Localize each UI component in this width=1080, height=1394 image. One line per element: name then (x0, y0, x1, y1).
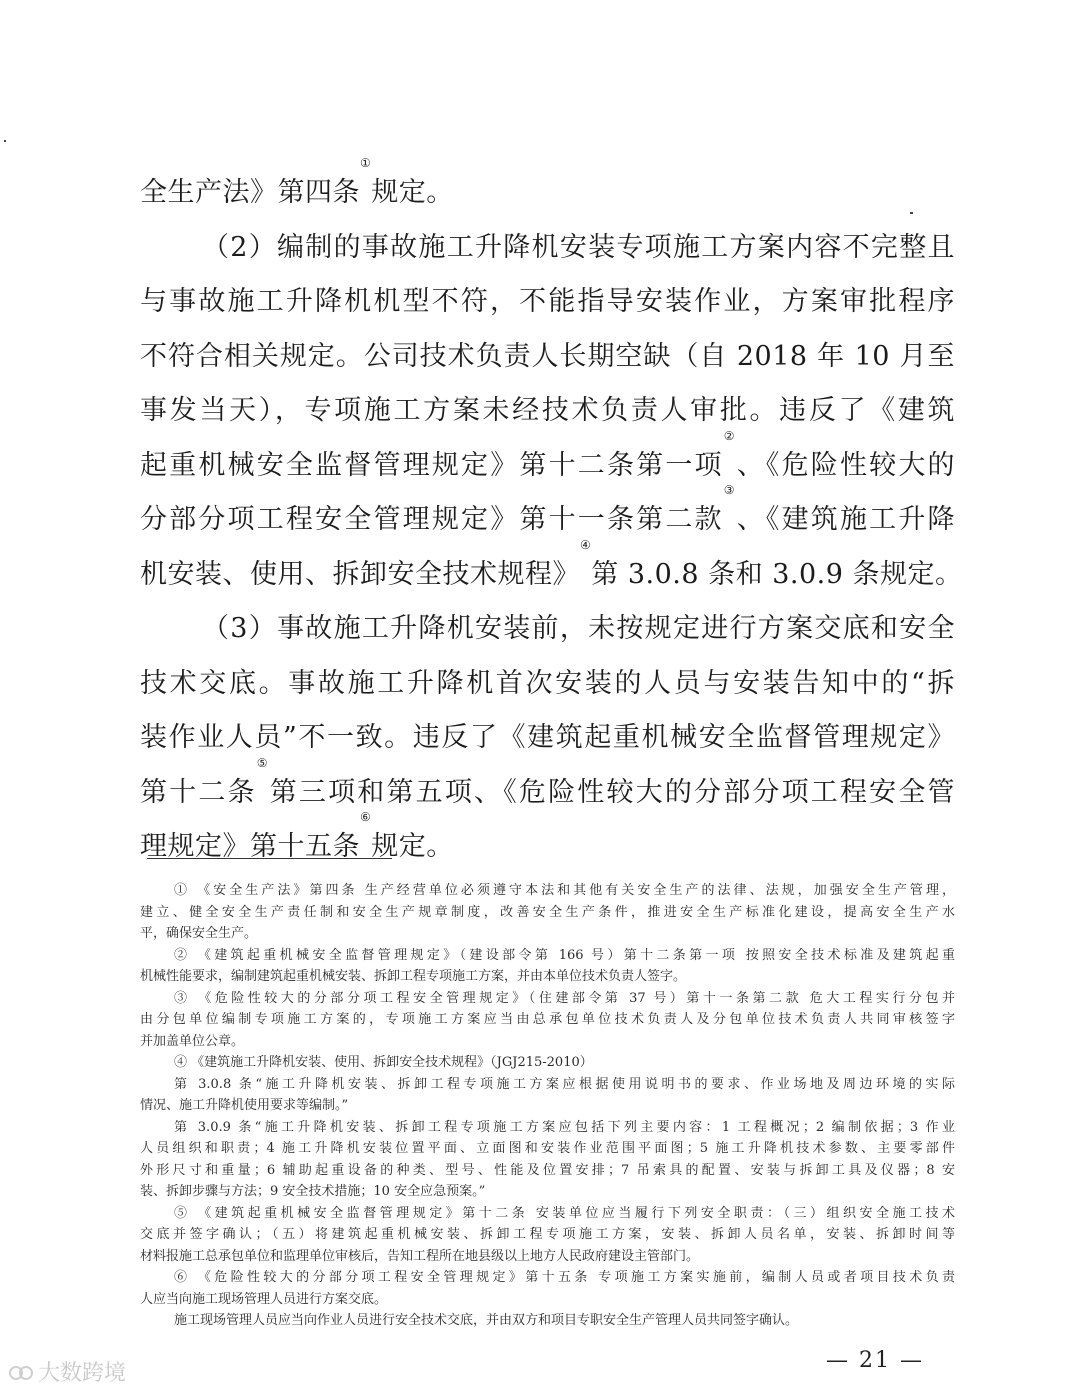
body-line-5: 事发当天），专项施工方案未经技术负责人审批。违反了《建筑 (140, 395, 955, 426)
footnote-line: 人应当向施工现场管理人员进行方案交底。 (140, 1291, 388, 1307)
body-line-11: 装作业人员”不一致。违反了《建筑起重机械安全监督管理规定》 (140, 722, 955, 753)
footnote-line: ④ 《建筑施工升降机安装、使用、拆卸安全技术规程》（JGJ215-2010） (174, 1055, 593, 1070)
footnote-line: ① 《安全生产法》第四条 生产经营单位必须遵守本法和其他有关安全生产的法律、法规，加强安全生产管理， (174, 883, 955, 898)
body-line-9: （3）事故施工升降机安装前，未按规定进行方案交底和安全 (202, 613, 955, 644)
footnotes (140, 880, 955, 1332)
footnote-line: 由分包单位编制专项施工方案的，专项施工方案应当由总承包单位技术负责人及分包单位技术负责人共同审核签字 (140, 1012, 955, 1027)
footnote-line: 交底并签字确认；（五）将建筑起重机械安装、拆卸工程专项施工方案，安装、拆卸人员名单，安装、拆卸时间等 (140, 1227, 955, 1242)
footnote-line: 并加盖单位公章。 (140, 1033, 245, 1049)
footnote-line: 第 3.0.8 条“施工升降机安装、拆卸工程专项施工方案应根据使用说明书的要求、作业场地及周边环境的实际 (174, 1076, 955, 1092)
body-line-10: 技术交底。事故施工升降机首次安装的人员与安装告知中的“拆 (140, 667, 955, 699)
footnote-line: ② 《建筑起重机械安全监督管理规定》（建设部令第 166 号）第十二条第一项 按照安全技术标准及建筑起重 (174, 947, 955, 963)
body-line-4: 不符合相关规定。公司技术负责人长期空缺（自 2018 年 10 月至 (140, 340, 955, 372)
scan-speck (4, 140, 6, 142)
watermark-logo-icon (8, 1362, 34, 1382)
page-number: — 21 — (826, 1348, 924, 1373)
body-line-1: 全生产法》第四条①规定。 (140, 156, 454, 208)
body-line-13: 理规定》第十五条⑥规定。 (140, 810, 454, 862)
footnote-line: 装、拆卸步骤与方法；9 安全技术措施；10 安全应急预案。” (140, 1184, 486, 1199)
body-line-3: 与事故施工升降机机型不符，不能指导安装作业，方案审批程序 (140, 286, 955, 317)
footnote-line: 施工现场管理人员应当向作业人员进行安全技术交底，并由双方和项目专职安全生产管理人员共同签字确认。 (174, 1313, 799, 1328)
body-line-7: 分部分项工程安全管理规定》第十一条第二款③、《建筑施工升降 (140, 483, 956, 535)
watermark-text: 大数跨境 (38, 1361, 127, 1386)
body-line-12: 第十二条⑤第三项和第五项、《危险性较大的分部分项工程安全管 (140, 755, 956, 808)
footnote-line: ③ 《危险性较大的分部分项工程安全管理规定》（住建部令第 37 号）第十一条第二款 危大工程实行分包并 (174, 990, 955, 1006)
footnote-line: ⑤ 《建筑起重机械安全监督管理规定》第十二条 安装单位应当履行下列安全职责：（三）组织安全施工技术 (174, 1205, 955, 1221)
footnote-line: 第 3.0.9 条“施工升降机安装、拆卸工程专项施工方案应包括下列主要内容：1 工程概况；2 编制依据；3 作业 (174, 1119, 955, 1135)
footnote-separator (147, 858, 392, 859)
body-line-8: 机安装、使用、拆卸安全技术规程》④第 3.0.8 条和 3.0.9 条规定。 (140, 537, 963, 590)
footnote-line: 机械性能要求，编制建筑起重机械安装、拆卸工程专项施工方案，并由本单位技术负责人签字。 (140, 969, 687, 984)
footnote-line: 外形尺寸和重量；6 辅助起重设备的种类、型号、性能及位置安排；7 吊索具的配置、安装与拆卸工具及仪器；8 安 (140, 1162, 955, 1178)
footnote-line: 材料报施工总承包单位和监理单位审核后，告知工程所在地县级以上地方人民政府建设主管部门。 (140, 1248, 700, 1264)
watermark (8, 1356, 126, 1387)
footnote-line: 建立、健全安全生产责任制和安全生产规章制度，改善安全生产条件，推进安全生产标准化建设，提高安全生产水 (140, 904, 955, 920)
body-line-6: 起重机械安全监督管理规定》第十二条第一项②、《危险性较大的 (140, 428, 956, 481)
footnote-line: 情况、施工升降机使用要求等编制。” (140, 1098, 349, 1113)
footnote-line: 平，确保安全生产。 (140, 926, 258, 941)
body-line-2: （2）编制的事故施工升降机安装专项施工方案内容不完整且 (202, 231, 955, 263)
footnote-line: 人员组织和职责；4 施工升降机安装位置平面、立面图和安装作业范围平面图；5 施工升降机技术参数、主要零部件 (140, 1141, 955, 1156)
body-text (140, 156, 963, 875)
footnote-line: ⑥ 《危险性较大的分部分项工程安全管理规定》第十五条 专项施工方案实施前，编制人员或者项目技术负责 (174, 1270, 955, 1285)
